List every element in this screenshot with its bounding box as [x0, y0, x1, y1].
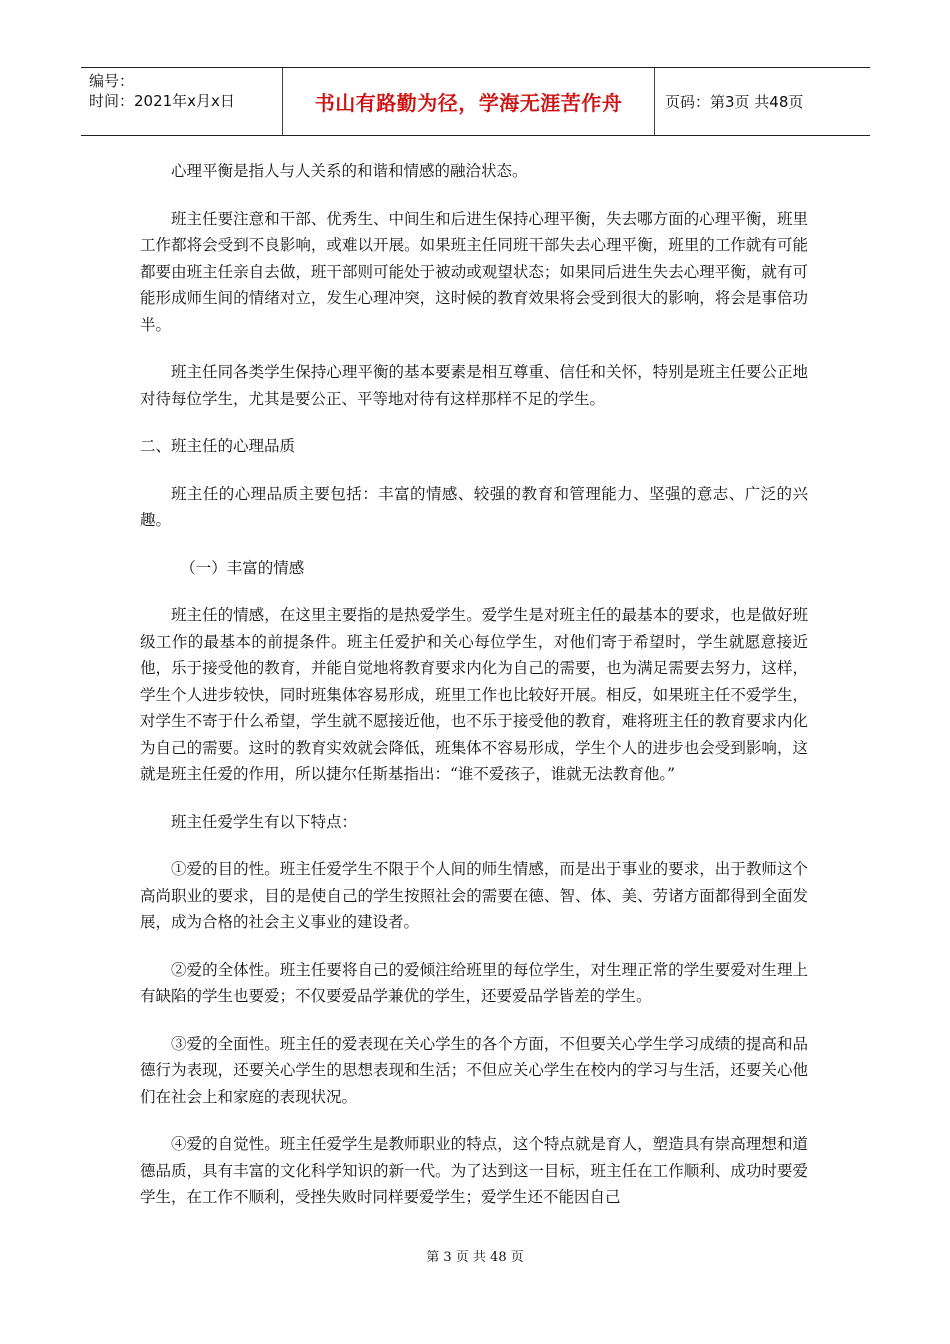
list-item: ②爱的全体性。班主任要将自己的爱倾注给班里的每位学生，对生理正常的学生要爱对生理上有缺陷的学生也要爱；不仅要爱品学兼优的学生，还要爱品学皆差的学生。 [140, 960, 808, 1005]
page-footer: 第 3 页 共 48 页 [426, 1250, 524, 1265]
subsection-heading: （一）丰富的情感 [180, 558, 305, 577]
header-page-code: 页码：第3页 共48页 [665, 93, 804, 111]
document-header [81, 67, 870, 136]
paragraph: 班主任的情感，在这里主要指的是热爱学生。爱学生是对班主任的最基本的要求，也是做好班级工作的最基本的前提条件。班主任爱护和关心每位学生，对他们寄于希望时，学生就愿意接近他，乐于接受他的教育，并能自觉地将教育要求内化为自己的需要，也为满足需要去努力，这样，学生个人进步较快，同时班集体容易形成，班里工作也比较好开展。相反，如果班主任不爱学生，对学生不寄于什么希望，学生就不愿接近他，也不乐于接受他的教育，难将班主任的教育要求内化为自己的需要。这时的教育实效就会降低，班集体不容易形成，学生个人的进步也会受到影响，这就是班主任爱的作用，所以捷尔任斯基指出：“谁不爱孩子，谁就无法教育他。” [140, 606, 808, 783]
paragraph: 班主任的心理品质主要包括：丰富的情感、较强的教育和管理能力、坚强的意志、广泛的兴趣。 [140, 484, 808, 529]
paragraph: 班主任同各类学生保持心理平衡的基本要素是相互尊重、信任和关怀，特别是班主任要公正地对待每位学生，尤其是要公正、平等地对待有这样那样不足的学生。 [140, 363, 808, 408]
list-item: ④爱的自觉性。班主任爱学生是教师职业的特点，这个特点就是育人，塑造具有崇高理想和道德品质，具有丰富的文化科学知识的新一代。为了达到这一目标，班主任在工作顺利、成功时要爱学生，在工作不顺利，受挫失败时同样要爱学生；爱学生还不能因自己 [140, 1135, 808, 1206]
paragraph: 心理平衡是指人与人关系的和谐和情感的融洽状态。 [171, 162, 528, 180]
list-item: ③爱的全面性。班主任的爱表现在关心学生的各个方面，不但要关心学生学习成绩的提高和品德行为表现，还要关心学生的思想表现和生活；不但应关心学生在校内的学习与生活，还要关心他们在社会上和家庭的表现状况。 [140, 1034, 808, 1106]
document-number-label: 编号： [89, 72, 135, 90]
header-meta [81, 68, 283, 135]
document-date: 时间：2021年x月x日 [89, 92, 235, 110]
paragraph: 班主任要注意和干部、优秀生、中间生和后进生保持心理平衡，失去哪方面的心理平衡，班里工作都将会受到不良影响，或难以开展。如果班主任同班干部失去心理平衡，班里的工作就有可能都要由班主任亲自去做，班干部则可能处于被动或观望状态；如果同后进生失去心理平衡，就有可能形成师生间的情绪对立，发生心理冲突，这时候的教育效果将会受到很大的影响，将会是事倍功半。 [140, 209, 808, 334]
list-item: ①爱的目的性。班主任爱学生不限于个人间的师生情感，而是出于事业的要求，出于教师这个高尚职业的要求，目的是使自己的学生按照社会的需要在德、智、体、美、劳诸方面都得到全面发展，成为合格的社会主义事业的建设者。 [140, 860, 808, 931]
paragraph: 班主任爱学生有以下特点： [171, 812, 358, 831]
section-heading: 二、班主任的心理品质 [140, 437, 296, 455]
header-motto: 书山有路勤为径，学海无涯苦作舟 [283, 68, 655, 135]
document-body [140, 158, 808, 1232]
